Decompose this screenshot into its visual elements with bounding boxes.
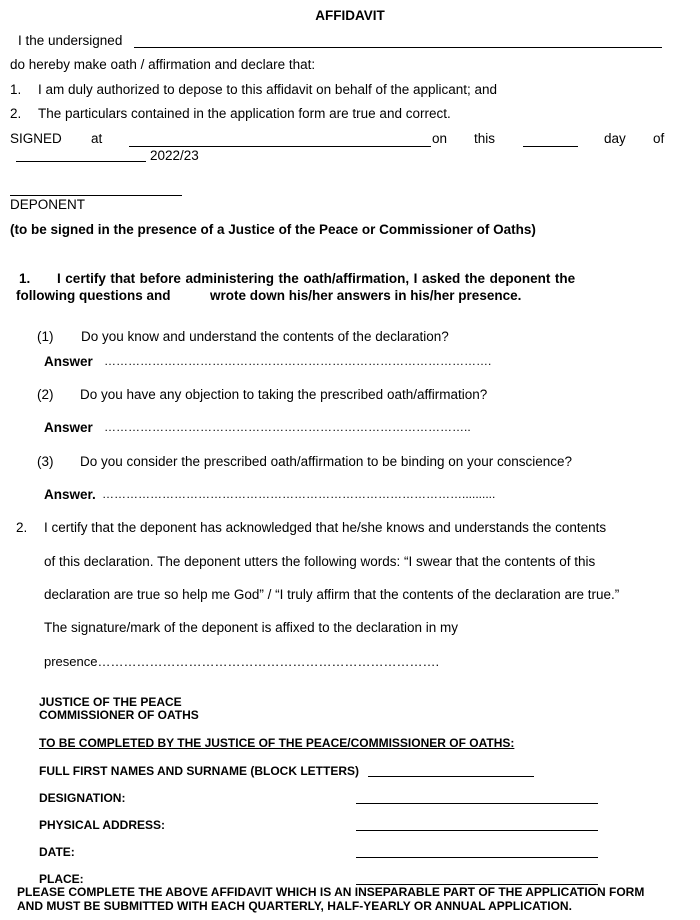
page-title: AFFIDAVIT <box>315 8 385 23</box>
presence-note: (to be signed in the presence of a Justice of the Peace or Commissioner of Oaths) <box>10 222 536 237</box>
declaration-1-text: I am duly authorized to depose to this affidavit on behalf of the applicant; and <box>38 82 498 97</box>
answer-3-field[interactable]: ……………………………………………………………………………….......... <box>102 487 496 501</box>
presence-signature-field[interactable]: presence……………………………………………………………………. <box>44 654 440 669</box>
signed-month-line[interactable] <box>16 161 146 162</box>
certify-1-num: 1. <box>19 271 31 286</box>
question-2-text: Do you have any objection to taking the prescribed oath/affirmation? <box>80 387 488 402</box>
answer-2-label: Answer <box>44 420 93 435</box>
of-label: of <box>653 131 665 146</box>
certify-2-line1: I certify that the deponent has acknowledged that he/she knows and understands the contents <box>44 520 607 535</box>
declaration-1-num: 1. <box>10 82 22 97</box>
place-label: PLACE: <box>39 872 84 886</box>
certify-1-line1: I certify that before administering the oath/affirmation, I asked the deponent the <box>57 271 576 286</box>
certify-2-line2: of this declaration. The deponent utters the following words: “I swear that the contents of this <box>44 554 596 569</box>
year-text: 2022/23 <box>150 148 199 163</box>
full-names-label: FULL FIRST NAMES AND SURNAME (BLOCK LETTERS) <box>39 764 359 778</box>
certify-2-line4: The signature/mark of the deponent is affixed to the declaration in my <box>44 620 458 635</box>
certify-2-num: 2. <box>16 520 28 535</box>
question-1-text: Do you know and understand the contents of the declaration? <box>81 329 449 344</box>
question-2-num: (2) <box>37 387 54 402</box>
footer-line-1: PLEASE COMPLETE THE ABOVE AFFIDAVIT WHICH IS AN INSEPARABLE PART OF THE APPLICATION FORM <box>17 885 645 899</box>
deponent-signature-line[interactable] <box>10 195 182 196</box>
this-label: this <box>474 131 496 146</box>
designation-line[interactable] <box>356 803 598 804</box>
commissioner-title: COMMISSIONER OF OATHS <box>39 708 199 722</box>
signed-day-line[interactable] <box>523 146 578 147</box>
certify-2-line3: declaration are true so help me God” / “I truly affirm that the contents of the declaration are true.” <box>44 587 620 602</box>
declaration-2-num: 2. <box>10 106 22 121</box>
on-label: on <box>432 131 448 146</box>
deponent-label: DEPONENT <box>10 197 86 212</box>
question-3-num: (3) <box>37 454 54 469</box>
answer-2-field[interactable]: ……………………………………………………………………………….. <box>104 420 471 434</box>
answer-1-label: Answer <box>44 354 93 369</box>
undersigned-name-line[interactable] <box>134 47 662 48</box>
signed-label: SIGNED <box>10 131 62 146</box>
full-names-line[interactable] <box>368 776 534 777</box>
signed-place-line[interactable] <box>129 146 431 147</box>
date-label: DATE: <box>39 845 75 859</box>
question-1-num: (1) <box>37 329 54 344</box>
jp-title: JUSTICE OF THE PEACE <box>39 695 182 709</box>
undersigned-label: I the undersigned <box>18 33 123 48</box>
day-label: day <box>604 131 626 146</box>
designation-label: DESIGNATION: <box>39 791 126 805</box>
question-3-text: Do you consider the prescribed oath/affirmation to be binding on your conscience? <box>80 454 573 469</box>
certify-1-line2a: following questions and <box>16 288 171 303</box>
footer-line-2: AND MUST BE SUBMITTED WITH EACH QUARTERLY, HALF-YEARLY OR ANNUAL APPLICATION. <box>17 899 572 913</box>
address-label: PHYSICAL ADDRESS: <box>39 818 166 832</box>
oath-intro: do hereby make oath / affirmation and declare that: <box>10 57 316 72</box>
address-line[interactable] <box>356 830 598 831</box>
certify-1-line2b: wrote down his/her answers in his/her presence. <box>210 288 522 303</box>
at-label: at <box>91 131 103 146</box>
to-be-completed-heading: TO BE COMPLETED BY THE JUSTICE OF THE PEACE/COMMISSIONER OF OATHS: <box>39 736 515 750</box>
answer-3-label: Answer. <box>44 487 96 502</box>
date-line[interactable] <box>356 857 598 858</box>
answer-1-field[interactable]: ……………………………………………………………………………………. <box>104 354 492 368</box>
declaration-2-text: The particulars contained in the application form are true and correct. <box>38 106 451 121</box>
